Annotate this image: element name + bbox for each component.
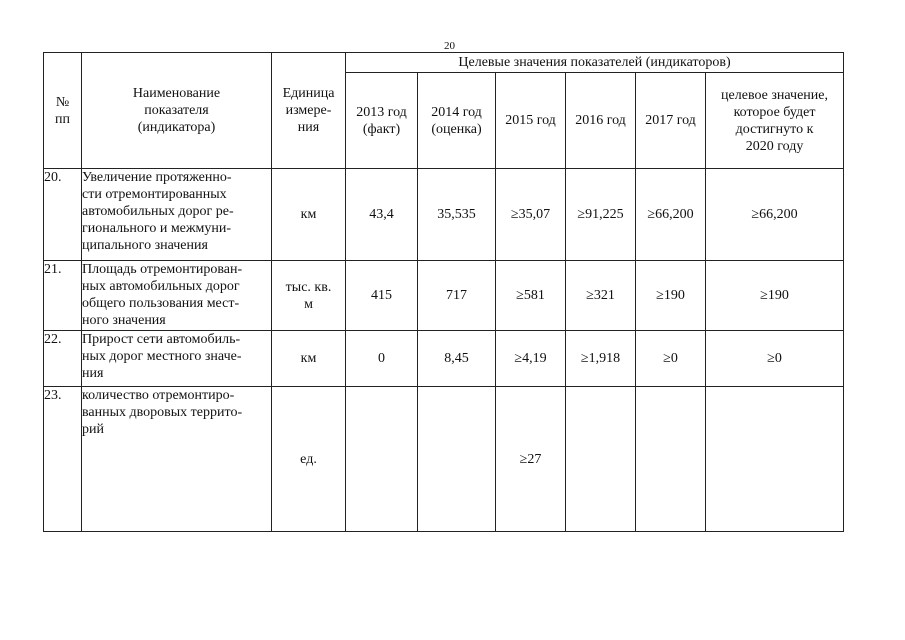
row-num: 20.: [44, 169, 82, 261]
row-unit: км: [272, 331, 346, 387]
row-num: 22.: [44, 331, 82, 387]
row-value: 8,45: [418, 331, 496, 387]
table-row: [44, 331, 844, 387]
header-group: [346, 53, 844, 73]
row-value: ≥66,200: [636, 169, 706, 261]
row-value: 415: [346, 261, 418, 331]
row-value: [346, 387, 418, 532]
header-num: [44, 53, 82, 169]
row-value: ≥27: [496, 387, 566, 532]
row-value: ≥190: [636, 261, 706, 331]
row-value: ≥581: [496, 261, 566, 331]
row-value: ≥0: [636, 331, 706, 387]
page-number: 20: [444, 40, 455, 52]
row-value: ≥1,918: [566, 331, 636, 387]
header-name: [82, 53, 272, 169]
row-value: 35,535: [418, 169, 496, 261]
row-value: ≥0: [706, 331, 844, 387]
header-year-2017: [636, 73, 706, 169]
header-year-label: 2016 год: [575, 113, 626, 128]
row-value: ≥35,07: [496, 169, 566, 261]
row-unit: ед.: [272, 387, 346, 532]
row-value: ≥66,200: [706, 169, 844, 261]
row-name: Увеличение протяженно- сти отремонтированных автомобильных дорог ре- гионального и межмуни- ципального значения: [82, 169, 272, 261]
row-name: Площадь отремонтирован- ных автомобильных дорог общего пользования мест- ного значения: [82, 261, 272, 331]
header-unit-label: Единица измере- ния: [282, 86, 335, 135]
row-value: 0: [346, 331, 418, 387]
row-value: [418, 387, 496, 532]
header-unit: [272, 53, 346, 169]
table-row: [44, 261, 844, 331]
row-name: количество отремонтиро- ванных дворовых террито- рий: [82, 387, 272, 532]
row-value: [566, 387, 636, 532]
header-group-label: Целевые значения показателей (индикаторов): [458, 55, 731, 70]
header-year-2015: [496, 73, 566, 169]
header-year-2013: [346, 73, 418, 169]
row-unit: тыс. кв. м: [272, 261, 346, 331]
header-year-label: 2017 год: [645, 113, 696, 128]
row-value: ≥4,19: [496, 331, 566, 387]
header-num-label: № пп: [55, 94, 70, 127]
header-year-label: 2015 год: [505, 113, 556, 128]
header-year-2016: [566, 73, 636, 169]
row-unit: км: [272, 169, 346, 261]
row-value: ≥321: [566, 261, 636, 331]
header-year-label: целевое значение, которое будет достигнуто к 2020 году: [721, 87, 828, 154]
row-value: 43,4: [346, 169, 418, 261]
row-value: ≥190: [706, 261, 844, 331]
header-target-2020: [706, 73, 844, 169]
row-value: ≥91,225: [566, 169, 636, 261]
table-row: [44, 169, 844, 261]
row-num: 21.: [44, 261, 82, 331]
header-name-label: Наименование показателя (индикатора): [132, 86, 221, 135]
row-num: 23.: [44, 387, 82, 532]
table-row: [44, 387, 844, 532]
indicators-table: [43, 52, 844, 532]
row-value: [706, 387, 844, 532]
header-year-label: 2014 год (оценка): [431, 104, 482, 137]
header-year-2014: [418, 73, 496, 169]
row-name: Прирост сети автомобиль- ных дорог местного значе- ния: [82, 331, 272, 387]
row-value: 717: [418, 261, 496, 331]
header-year-label: 2013 год (факт): [356, 104, 407, 137]
row-value: [636, 387, 706, 532]
